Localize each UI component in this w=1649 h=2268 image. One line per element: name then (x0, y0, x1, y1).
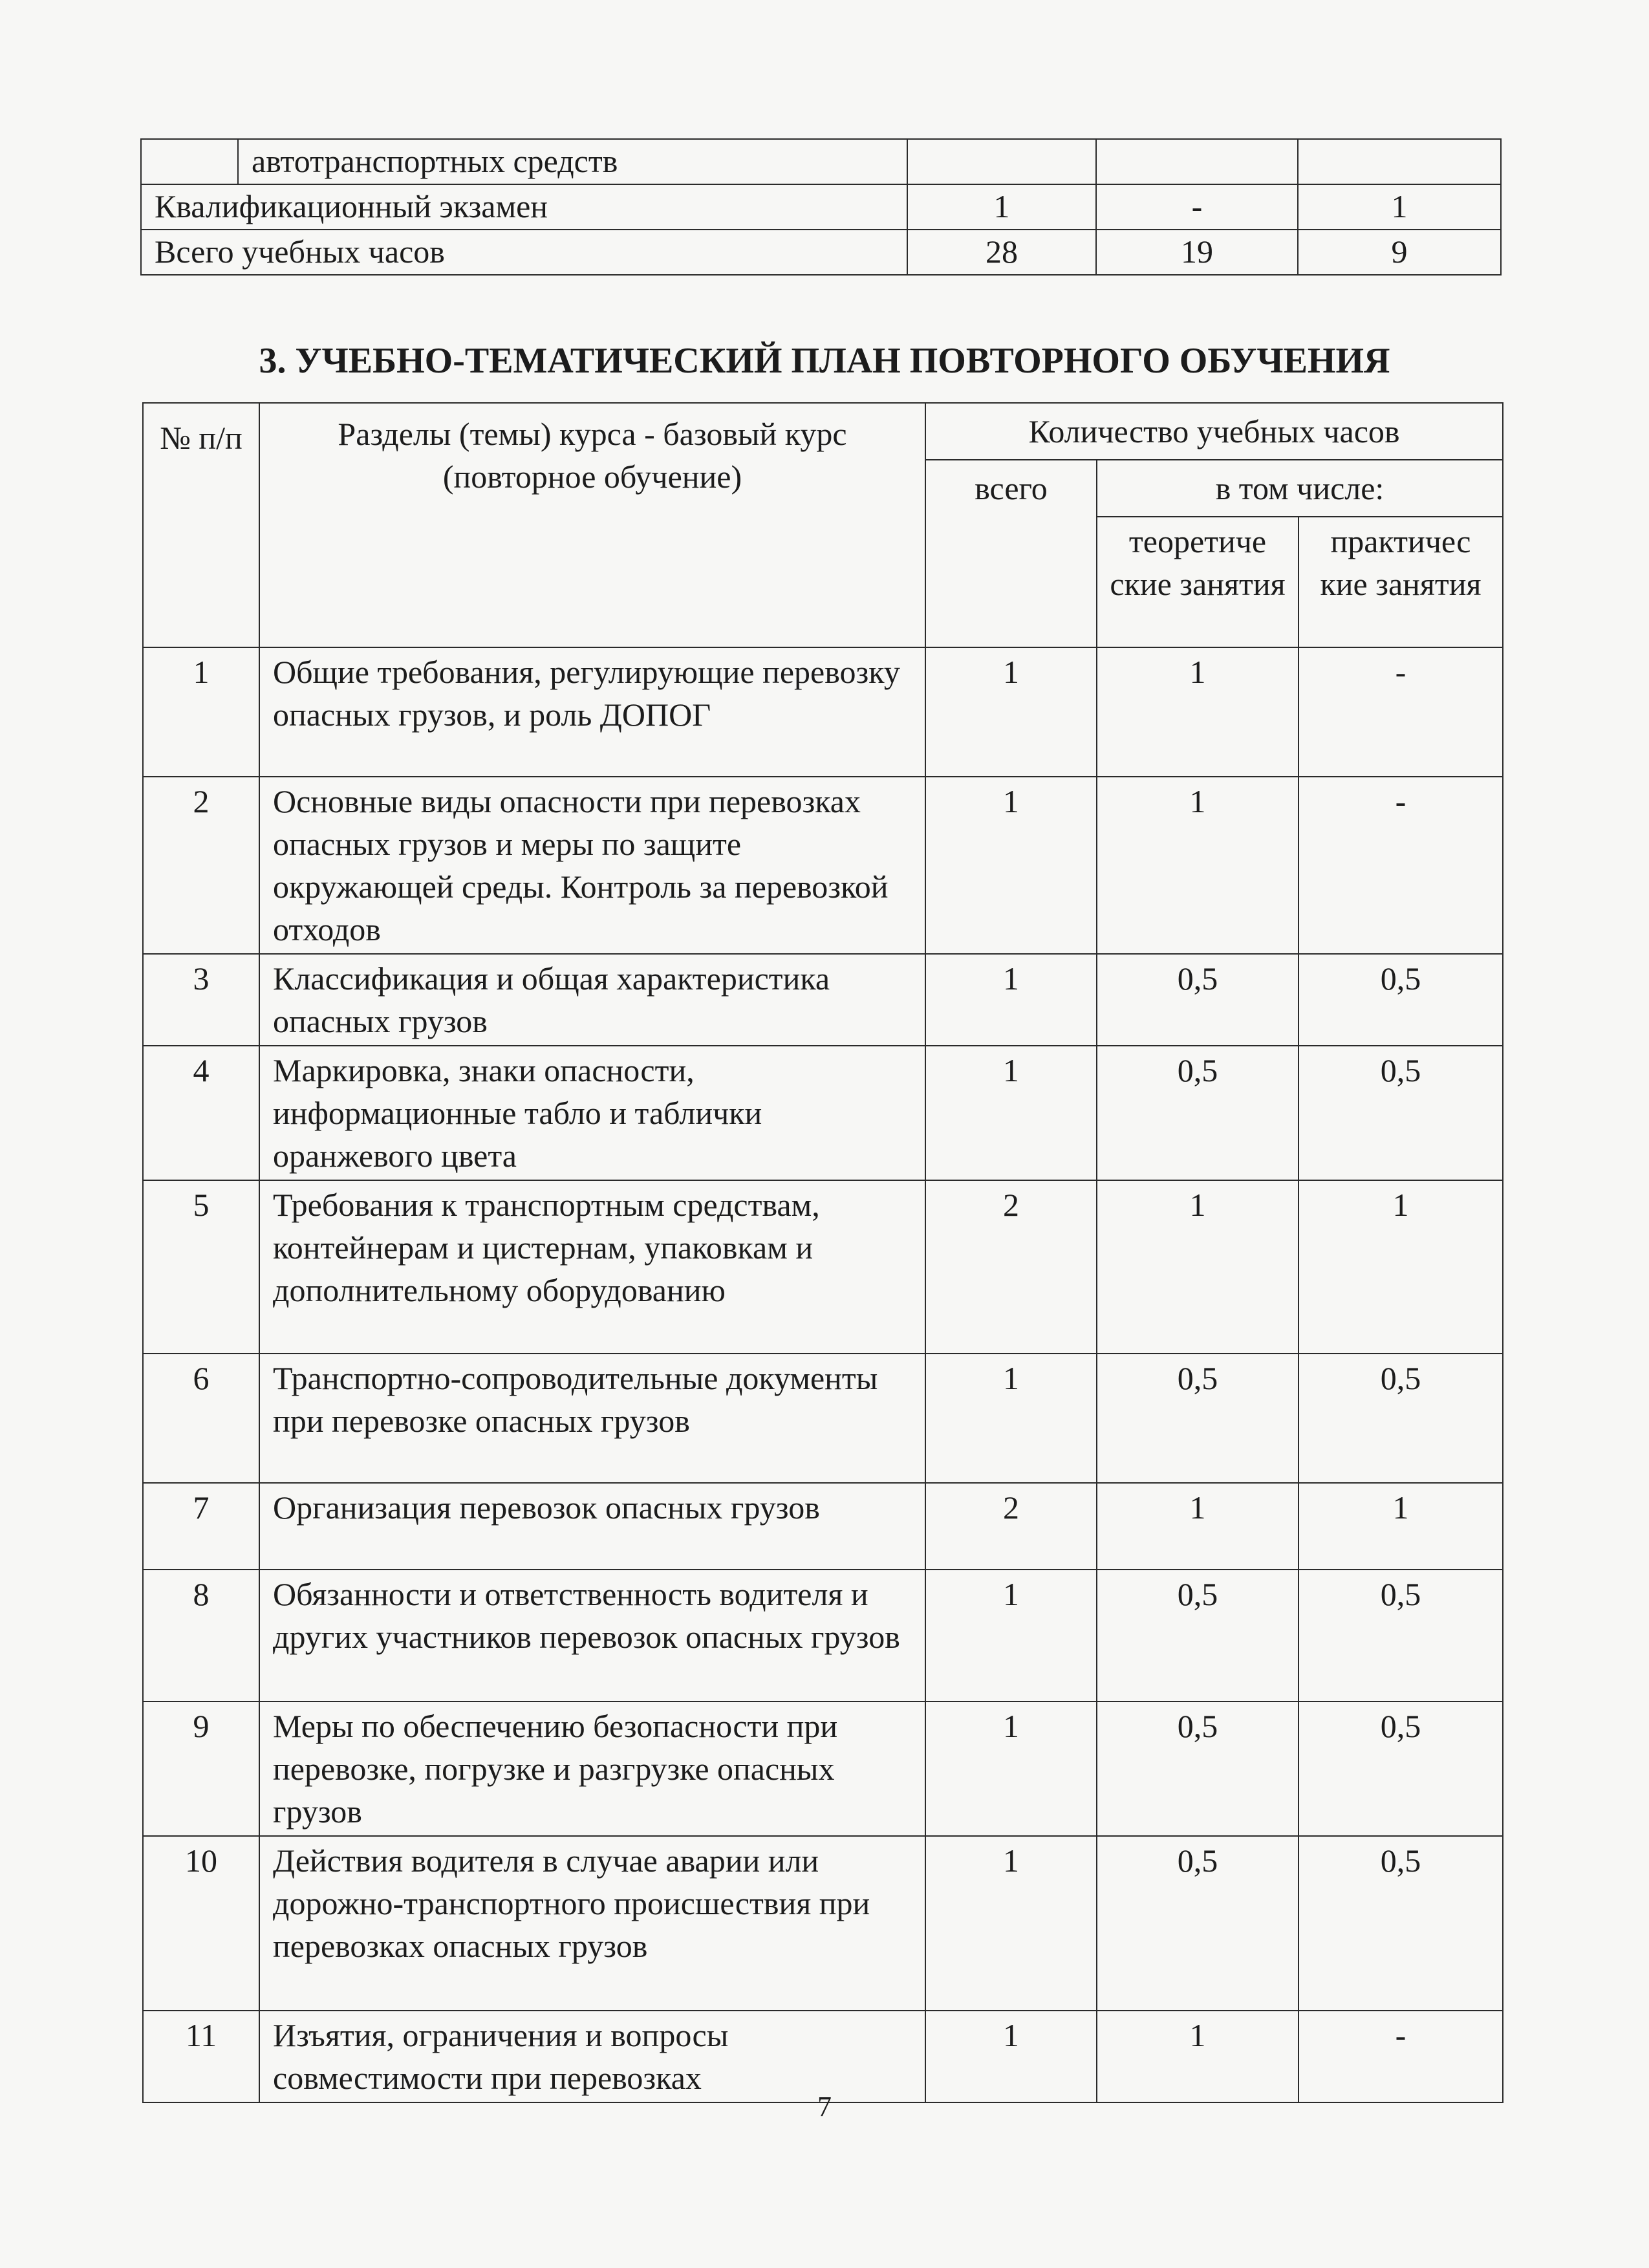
summary-row (141, 230, 1501, 275)
plan-row-theory: 1 (1097, 777, 1299, 954)
plan-row-practice: - (1299, 777, 1503, 954)
plan-row-theory: 0,5 (1097, 954, 1299, 1046)
plan-row-topic: Общие требования, регулирующие перевозку опасных грузов, и роль ДОПОГ (259, 647, 925, 777)
plan-row (143, 1701, 1503, 1836)
summary-row-practice (1298, 139, 1501, 184)
summary-row-total: 1 (907, 184, 1096, 230)
plan-row-number: 6 (143, 1354, 259, 1483)
plan-row-total: 2 (925, 1483, 1097, 1570)
plan-row-topic: Действия водителя в случае аварии или дорожно-транспортного происшествия при перевозках опасных грузов (259, 1836, 925, 2011)
plan-row-number: 7 (143, 1483, 259, 1570)
summary-row-name: Всего учебных часов (141, 230, 907, 275)
plan-row-practice: 0,5 (1299, 954, 1503, 1046)
plan-row-theory: 0,5 (1097, 1836, 1299, 2011)
summary-row-name: Квалификационный экзамен (141, 184, 907, 230)
summary-row-total: 28 (907, 230, 1096, 275)
plan-row-topic: Меры по обеспечению безопасности при перевозке, погрузке и разгрузке опасных грузов (259, 1701, 925, 1836)
plan-row-topic: Классификация и общая характеристика опасных грузов (259, 954, 925, 1046)
plan-row-total: 1 (925, 647, 1097, 777)
header-including: в том числе: (1097, 460, 1503, 517)
summary-row-total (907, 139, 1096, 184)
plan-row-number: 5 (143, 1180, 259, 1354)
plan-row-practice: 0,5 (1299, 1570, 1503, 1701)
plan-row-topic: Организация перевозок опасных грузов (259, 1483, 925, 1570)
plan-row-topic: Изъятия, ограничения и вопросы совместимости при перевозках (259, 2011, 925, 2102)
header-number: № п/п (143, 403, 259, 647)
plan-row-theory: 1 (1097, 1483, 1299, 1570)
plan-row-total: 1 (925, 1570, 1097, 1701)
plan-row-practice: 0,5 (1299, 1836, 1503, 2011)
plan-row-topic: Основные виды опасности при перевозках опасных грузов и меры по защите окружающей среды. Контроль за перевозкой отходов (259, 777, 925, 954)
hours-summary-table (140, 138, 1502, 275)
summary-row-name: автотранспортных средств (238, 139, 907, 184)
plan-row (143, 1483, 1503, 1570)
plan-row-practice: - (1299, 647, 1503, 777)
summary-row-blank-cell (141, 139, 238, 184)
summary-row (141, 139, 1501, 184)
plan-row-total: 1 (925, 1836, 1097, 2011)
plan-row (143, 1180, 1503, 1354)
plan-row-topic: Обязанности и ответственность водителя и других участников перевозок опасных грузов (259, 1570, 925, 1701)
plan-row-topic: Маркировка, знаки опасности, информационные табло и таблички оранжевого цвета (259, 1046, 925, 1180)
summary-row-theory: - (1096, 184, 1298, 230)
plan-row-number: 9 (143, 1701, 259, 1836)
plan-row-total: 1 (925, 1046, 1097, 1180)
header-theory: теоретиче ские занятия (1097, 517, 1299, 647)
plan-row (143, 777, 1503, 954)
plan-row-topic: Транспортно-сопроводительные документы при перевозке опасных грузов (259, 1354, 925, 1483)
plan-row-total: 1 (925, 2011, 1097, 2102)
summary-row-practice: 9 (1298, 230, 1501, 275)
plan-row-number: 10 (143, 1836, 259, 2011)
plan-row (143, 647, 1503, 777)
plan-row-number: 3 (143, 954, 259, 1046)
header-hours-group: Количество учебных часов (925, 403, 1503, 460)
plan-row-number: 8 (143, 1570, 259, 1701)
plan-row-total: 1 (925, 1701, 1097, 1836)
plan-row-theory: 1 (1097, 1180, 1299, 1354)
plan-row-number: 2 (143, 777, 259, 954)
plan-row-number: 4 (143, 1046, 259, 1180)
header-practice: практичес кие занятия (1299, 517, 1503, 647)
study-plan-table (142, 402, 1503, 2103)
plan-row (143, 1046, 1503, 1180)
plan-row (143, 1570, 1503, 1701)
plan-row-practice: 1 (1299, 1180, 1503, 1354)
plan-row-total: 1 (925, 954, 1097, 1046)
plan-row-theory: 1 (1097, 647, 1299, 777)
plan-row-topic: Требования к транспортным средствам, контейнерам и цистернам, упаковкам и дополнительному оборудованию (259, 1180, 925, 1354)
plan-row-theory: 0,5 (1097, 1046, 1299, 1180)
plan-row-total: 1 (925, 777, 1097, 954)
plan-row-practice: 0,5 (1299, 1046, 1503, 1180)
summary-row-practice: 1 (1298, 184, 1501, 230)
plan-row (143, 1354, 1503, 1483)
plan-row-theory: 1 (1097, 2011, 1299, 2102)
plan-row (143, 954, 1503, 1046)
section-title: 3. УЧЕБНО-ТЕМАТИЧЕСКИЙ ПЛАН ПОВТОРНОГО ОБУЧЕНИЯ (259, 341, 1390, 381)
plan-row-practice: 1 (1299, 1483, 1503, 1570)
hours-summary-body (141, 139, 1501, 275)
summary-row-theory (1096, 139, 1298, 184)
plan-row-theory: 0,5 (1097, 1570, 1299, 1701)
study-plan-body (143, 647, 1503, 2102)
plan-row-total: 1 (925, 1354, 1097, 1483)
plan-row-practice: 0,5 (1299, 1701, 1503, 1836)
study-plan-header (143, 403, 1503, 647)
plan-row-theory: 0,5 (1097, 1354, 1299, 1483)
plan-row-total: 2 (925, 1180, 1097, 1354)
summary-row-theory: 19 (1096, 230, 1298, 275)
plan-row-practice: 0,5 (1299, 1354, 1503, 1483)
header-total: всего (925, 460, 1097, 647)
summary-row (141, 184, 1501, 230)
plan-row-practice: - (1299, 2011, 1503, 2102)
page-number: 7 (817, 2091, 832, 2122)
plan-row-number: 11 (143, 2011, 259, 2102)
plan-row (143, 1836, 1503, 2011)
plan-row-number: 1 (143, 647, 259, 777)
plan-row-theory: 0,5 (1097, 1701, 1299, 1836)
header-section: Разделы (темы) курса - базовый курс (повторное обучение) (259, 403, 925, 647)
